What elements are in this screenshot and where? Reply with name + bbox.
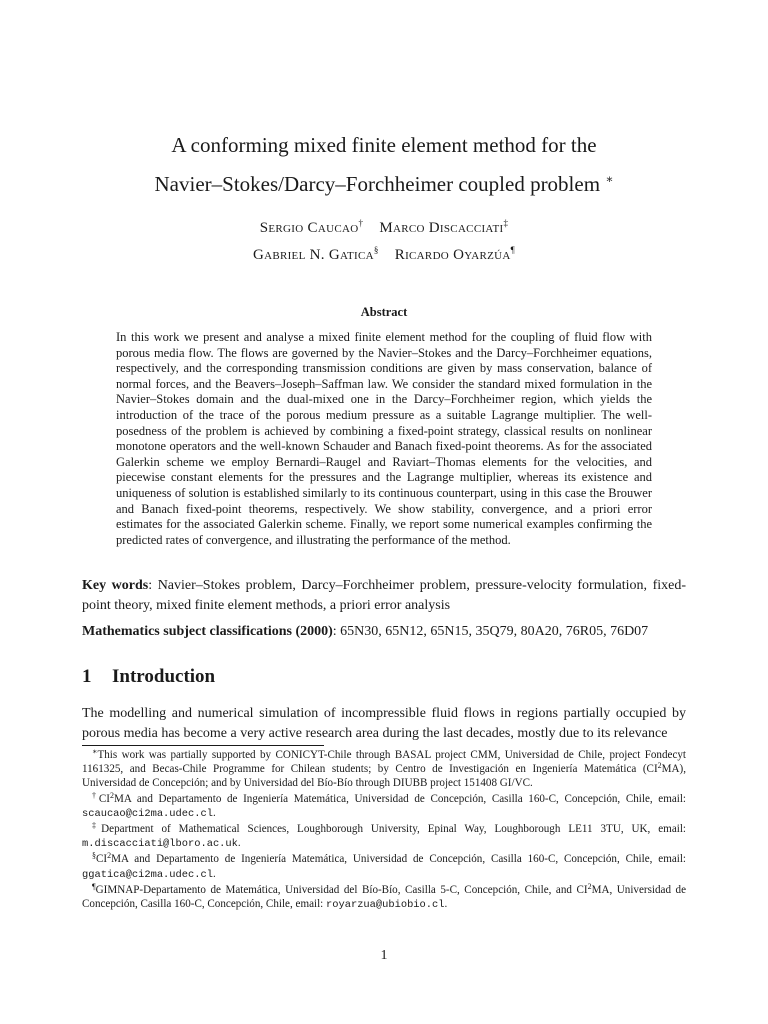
section-title: Introduction bbox=[112, 666, 216, 687]
abstract-body: In this work we present and analyse a mixed finite element method for the coupling of fluid flow with porous media flow. The flows are governed by the Navier–Stokes and the Darcy–Forchheimer equations, respectively, and the corresponding transmission conditions are given by mass conservation, balance of normal forces, and the Beavers–Joseph–Saffman law. We consider the standard mixed formulation in the Navier–Stokes domain and the dual-mixed one in the Darcy–Forchheimer region, which yields the introduction of the trace of the porous medium pressure as a suitable Lagrange multiplier. The well-posedness of the problem is achieved by combining a fixed-point strategy, classical results on nonlinear monotone operators and the well-known Schauder and Banach fixed-point theorems. As for the associated Galerkin scheme we employ Bernardi–Raugel and Raviart–Thomas elements for the velocities, and piecewise constant elements for the pressures and the Lagrange multiplier, whereas its existence and uniqueness of solution is established similarly to its continuous counterpart, using in this case the Brouwer and Banach fixed-point theorems, respectively. We show stability, convergence, and a priori error estimates for the associated Galerkin scheme. Finally, we report some numerical examples confirming the predicted rates of convergence, and illustrating the performance of the method. bbox=[116, 330, 652, 547]
title-line-2: Navier–Stokes/Darcy–Forchheimer coupled problem bbox=[154, 172, 601, 196]
section-number: 1 bbox=[82, 666, 92, 687]
author-caucao: Sergio Caucao† bbox=[259, 218, 364, 236]
footnote-discacciati: ‡Department of Mathematical Sciences, Loughborough University, Epinal Way, Loughborough LE11 3TU, UK, email: m.discacciati@lboro.ac.uk. bbox=[82, 821, 686, 851]
msc-label: Mathematics subject classifications (2000) bbox=[82, 624, 333, 639]
author-oyarzua: Ricardo Oyarzúa¶ bbox=[394, 245, 516, 263]
abstract-heading: Abstract bbox=[360, 305, 408, 319]
keywords bbox=[82, 576, 686, 615]
section-heading bbox=[82, 664, 215, 690]
paper-title bbox=[60, 128, 708, 201]
title-line-1: A conforming mixed finite element method for the bbox=[171, 133, 597, 157]
keywords-label: Key words bbox=[82, 578, 149, 593]
keywords-text: : Navier–Stokes problem, Darcy–Forchheimer problem, pressure-velocity formulation, fixed-point theory, mixed finite element methods, a priori error analysis bbox=[82, 578, 686, 613]
author-list bbox=[60, 212, 708, 266]
page-number: 1 bbox=[380, 948, 388, 963]
footnote-rule bbox=[82, 745, 324, 746]
footnote-funding: ∗This work was partially supported by CONICYT-Chile through BASAL project CMM, Universidad de Chile, project Fondecyt 1161325, and Becas-Chile Programme for Chilean students; by Centro de Investigación en Ingeniería Matemática $(CI^2MA)$, Universidad de Concepción; and by Universidad del Bío-Bío through DIUBB project 151408 GI/VC. bbox=[82, 747, 686, 790]
footnote-gatica: $^\S CI^2MA$ and Departamento de Ingeniería Matemática, Universidad de Concepción, Casilla 160-C, Concepción, Chile, email: ggatica@ci2ma.udec.cl. bbox=[82, 851, 686, 881]
email-link[interactable]: m.discacciati@lboro.ac.uk bbox=[82, 838, 238, 851]
email-link[interactable]: ggatica@ci2ma.udec.cl bbox=[82, 868, 213, 881]
footnote-caucao: $^\dagger CI^2MA$ and Departamento de Ingeniería Matemática, Universidad de Concepción, Casilla 160-C, Concepción, Chile, email: scaucao@ci2ma.udec.cl. bbox=[82, 790, 687, 820]
email-link[interactable]: scaucao@ci2ma.udec.cl bbox=[82, 807, 213, 820]
author-discacciati: Marco Discacciati‡ bbox=[379, 218, 509, 236]
author-gatica: Gabriel N. Gatica§ bbox=[252, 245, 379, 263]
author-row-2 bbox=[60, 239, 708, 266]
author-row-1 bbox=[60, 212, 708, 239]
footnotes bbox=[82, 748, 686, 913]
title-footnote-mark: ∗ bbox=[605, 172, 614, 186]
footnote-oyarzua: ¶GIMNAP-Departamento de Matemática, Universidad del Bío-Bío, Casilla 5-C, Concepción, Chile, and $CI^2MA$, Universidad de Concepción, Casilla 160-C, Concepción, Chile, email: royarzua@ubiobio.cl. bbox=[82, 881, 687, 912]
msc-classification bbox=[82, 622, 702, 641]
intro-paragraph: The modelling and numerical simulation of incompressible fluid flows in regions partially occupied by porous media has become a very active research area during the last decades, mostly due to its relevance bbox=[82, 706, 686, 741]
email-link[interactable]: royarzua@ubiobio.cl bbox=[326, 899, 445, 912]
msc-text: : 65N30, 65N12, 65N15, 35Q79, 80A20, 76R05, 76D07 bbox=[332, 624, 649, 639]
